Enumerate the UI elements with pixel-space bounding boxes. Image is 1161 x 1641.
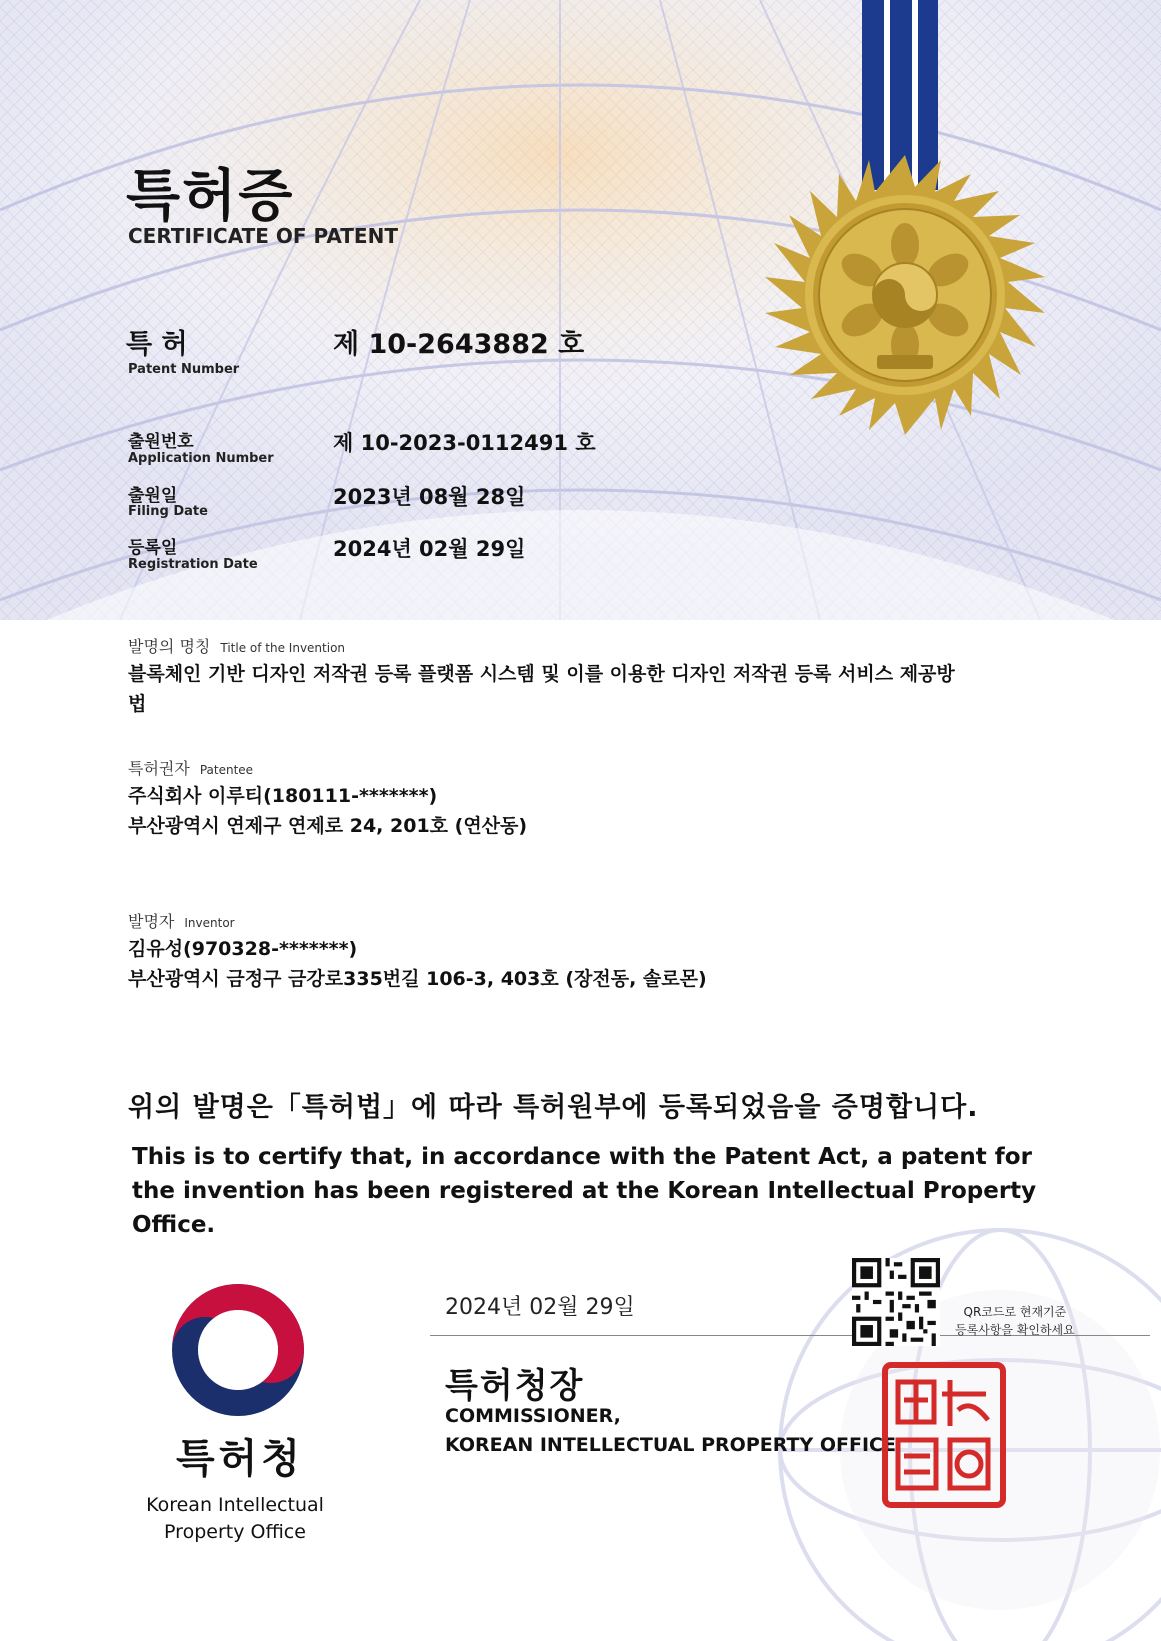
certification-statement-en: This is to certify that, in accordance with the Patent Act, a patent for the invention has been registered at the Korean Intellectual Property Office. <box>132 1144 1037 1238</box>
certificate-subtitle: CERTIFICATE OF PATENT <box>128 224 398 248</box>
office-name-en-line2: Property Office <box>164 1521 306 1543</box>
certificate-title: 특허증 <box>126 164 295 229</box>
invention-title-line1: 블록체인 기반 디자인 저작권 등록 플랫폼 시스템 및 이를 이용한 디자인 저작권 등록 서비스 제공방 <box>128 663 955 685</box>
patent-number-label-en: Patent Number <box>128 362 240 377</box>
patentee-label: 특허권자 <box>128 759 190 778</box>
patentee-label-en: Patentee <box>199 763 254 777</box>
office-name-en <box>115 1492 355 1546</box>
qr-note-line1: QR코드로 현재기준 <box>963 1305 1067 1319</box>
inventor-details <box>128 934 1028 994</box>
qr-note <box>955 1303 1075 1339</box>
inventor-address: 부산광역시 금정구 금강로335번길 106-3, 403호 (장전동, 솔로몬) <box>128 968 707 990</box>
commissioner-title-ko: 특허청장 <box>445 1366 585 1406</box>
application-number-label: 출원번호 <box>128 432 194 452</box>
invention-label-en: Title of the Invention <box>220 641 346 655</box>
patentee-heading <box>128 756 253 779</box>
invention-label: 발명의 명칭 <box>128 637 211 656</box>
inventor-heading <box>128 909 235 932</box>
office-name-ko: 특허청 <box>176 1436 304 1482</box>
commissioner-line2: KOREAN INTELLECTUAL PROPERTY OFFICE <box>445 1434 896 1456</box>
commissioner-title-en <box>445 1402 896 1460</box>
office-name-en-line1: Korean Intellectual <box>146 1494 324 1516</box>
registration-date-label-en: Registration Date <box>128 557 258 572</box>
invention-title <box>128 659 1128 719</box>
filing-date-label: 출원일 <box>128 486 178 506</box>
inventor-label: 발명자 <box>128 912 175 931</box>
official-stamp-icon <box>880 1360 1008 1510</box>
invention-title-line2: 법 <box>128 693 147 715</box>
patentee-address: 부산광역시 연제구 연제로 24, 201호 (연산동) <box>128 815 528 837</box>
inventor-name: 김유성(970328-*******) <box>128 938 358 960</box>
patentee-details <box>128 781 1028 841</box>
patentee-name: 주식회사 이루티(180111-*******) <box>128 785 438 807</box>
invention-heading <box>128 634 345 657</box>
application-number-label-en: Application Number <box>128 451 274 466</box>
registration-date-label: 등록일 <box>128 538 178 558</box>
certification-statement-ko: 위의 발명은「특허법」에 따라 특허원부에 등록되었음을 증명합니다. <box>128 1092 979 1123</box>
filing-date-label-en: Filing Date <box>128 504 208 519</box>
kipo-logo-icon <box>168 1280 308 1420</box>
patent-number-value: 제 10-2643882 호 <box>333 329 585 360</box>
qr-note-line2: 등록사항을 확인하세요 <box>955 1323 1075 1337</box>
application-number-value: 제 10-2023-0112491 호 <box>333 431 596 455</box>
filing-date-value: 2023년 08월 28일 <box>333 485 526 509</box>
qr-code-icon[interactable] <box>852 1258 940 1346</box>
patent-number-label: 특 허 <box>126 329 188 360</box>
commissioner-line1: COMMISSIONER, <box>445 1405 621 1427</box>
registration-date-value: 2024년 02월 29일 <box>333 537 526 561</box>
inventor-label-en: Inventor <box>184 916 235 930</box>
gold-seal-icon <box>760 150 1050 440</box>
issue-date: 2024년 02월 29일 <box>445 1295 635 1320</box>
